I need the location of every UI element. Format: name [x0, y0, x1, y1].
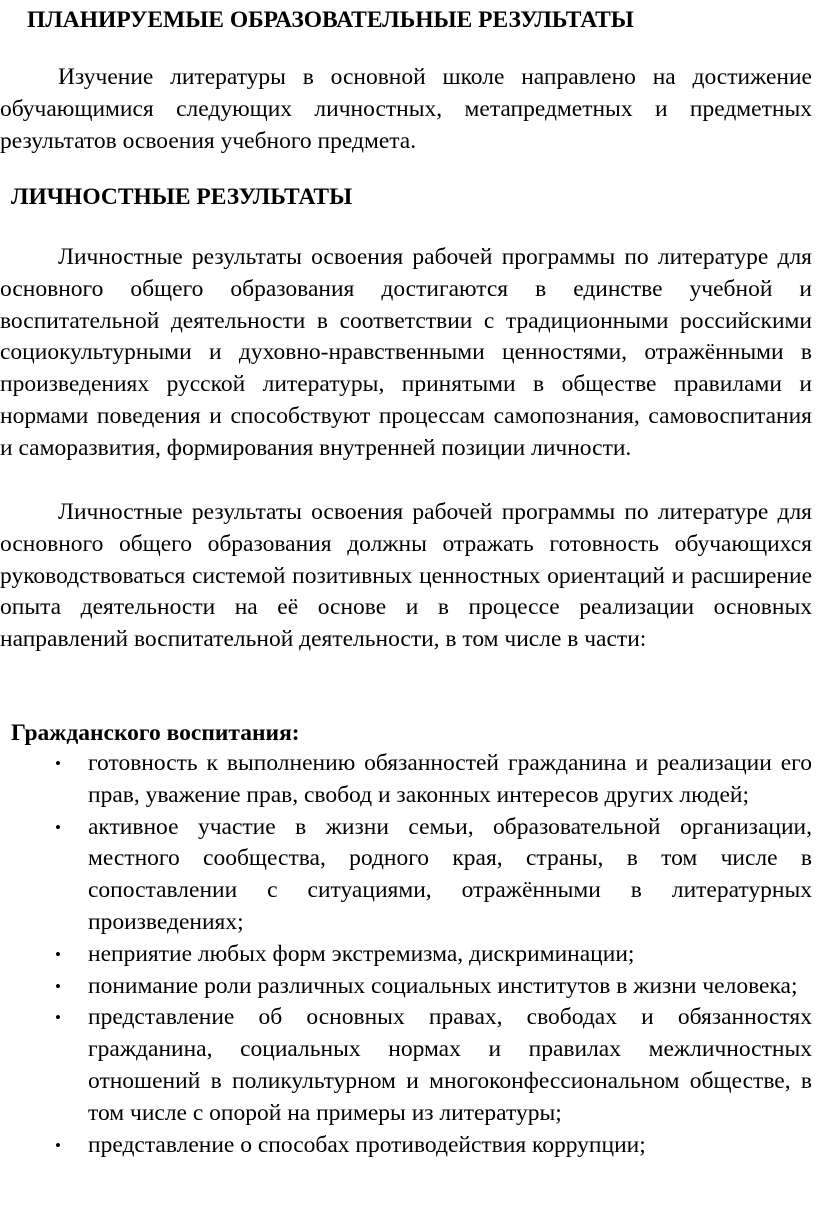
subsection-heading: Гражданского воспитания: — [11, 720, 300, 746]
bullet-icon: • — [55, 1008, 61, 1028]
list-item-text: понимание роли различных социальных институтов в жизни человека; — [88, 972, 798, 999]
main-heading: ПЛАНИРУЕМЫЕ ОБРАЗОВАТЕЛЬНЫЕ РЕЗУЛЬТАТЫ — [27, 7, 634, 33]
section-heading: ЛИЧНОСТНЫЕ РЕЗУЛЬТАТЫ — [11, 184, 353, 210]
list-item-text: активное участие в жизни семьи, образовательной организации, местного сообщества, родного края, страны, в том числе в сопоставлении с ситуациями, отражёнными в литературных произведениях; — [88, 813, 812, 935]
list-item — [0, 971, 812, 1003]
bullet-icon: • — [55, 976, 61, 996]
list-item-text: представление об основных правах, свободах и обязанностях гражданина, социальных нормах и правилах межличностных отношений в поликультурном и многоконфессиональном обществе, в том числе с опорой на примеры из литературы; — [88, 1004, 812, 1126]
list-item — [0, 1002, 812, 1129]
paragraph-personal-results-1: Личностные результаты освоения рабочей программы по литературе для основного общего образования достигаются в единстве учебной и воспитательной деятельности в соответствии с традиционными российскими социокультурными и духовно-нравственными ценностями, отражёнными в произведениях русской литературы, принятыми в обществе правилами и нормами поведения и способствуют процессам самопознания, самовоспитания и саморазвития, формирования внутренней позиции личности. — [0, 244, 812, 461]
list-item-text: представление о способах противодействия коррупции; — [88, 1131, 646, 1158]
civic-education-list — [0, 748, 812, 1161]
paragraph-personal-results-2: Личностные результаты освоения рабочей программы по литературе для основного общего образования должны отражать готовность обучающихся руководствоваться системой позитивных ценностных ориентаций и расширение опыта деятельности на её основе и в процессе реализации основных направлений воспитательной деятельности, в том числе в части: — [0, 499, 812, 653]
bullet-icon: • — [55, 944, 61, 964]
list-item-text: готовность к выполнению обязанностей гражданина и реализации его прав, уважение прав, свобод и законных интересов других людей; — [88, 750, 812, 808]
bullet-icon: • — [55, 1135, 61, 1155]
list-item-text: неприятие любых форм экстремизма, дискриминации; — [88, 940, 635, 967]
list-item — [0, 812, 812, 939]
list-item — [0, 748, 812, 812]
bullet-icon: • — [55, 754, 61, 773]
bullet-icon: • — [55, 817, 61, 837]
list-item — [0, 1130, 812, 1162]
intro-paragraph: Изучение литературы в основной школе направлено на достижение обучающимися следующих личностных, метапредметных и предметных результатов освоения учебного предмета. — [0, 64, 812, 154]
list-item — [0, 939, 812, 971]
